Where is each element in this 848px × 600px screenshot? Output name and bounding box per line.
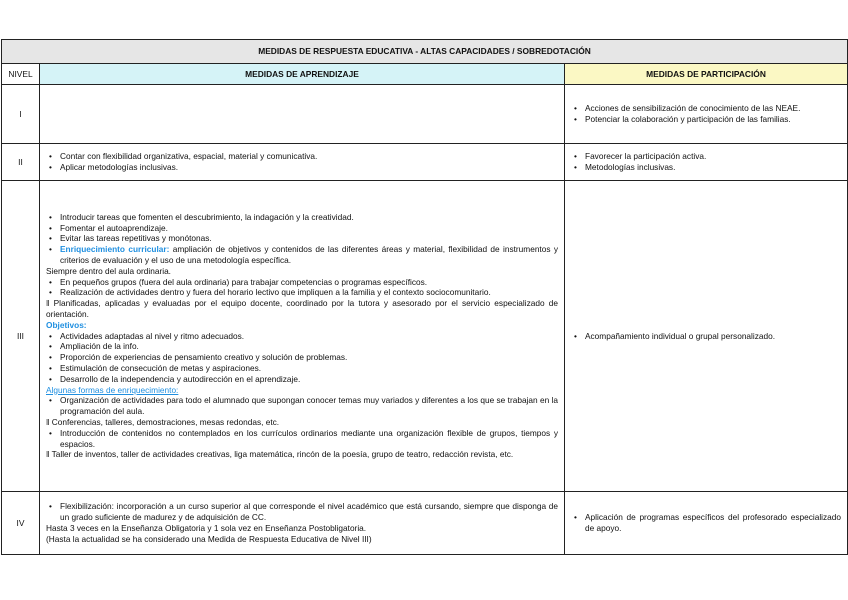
planificadas-text: ‖ Planificadas, aplicadas y evaluadas por el equipo docente, coordinado por la tutora y asesorado por el servicio especializado de orientación. — [46, 298, 558, 319]
list-item: • Actividades adaptadas al nivel y ritmo adecuados. — [46, 331, 558, 342]
table-title: MEDIDAS DE RESPUESTA EDUCATIVA - ALTAS CAPACIDADES / SOBREDOTACIÓN — [2, 40, 848, 64]
participacion-cell-iv — [565, 492, 848, 555]
list-item: • Acompañamiento individual o grupal personalizado. — [571, 331, 841, 342]
level-ii: II — [2, 144, 40, 181]
header-nivel: NIVEL — [2, 64, 40, 85]
enrichment-item — [46, 244, 558, 266]
actualidad-text: (Hasta la actualidad se ha considerado una Medida de Respuesta Educativa de Nivel III) — [46, 533, 372, 544]
formas-label: Algunas formas de enriquecimiento: — [46, 384, 179, 395]
level-iv: IV — [2, 492, 40, 555]
taller-text: ‖ Taller de inventos, taller de actividades creativas, liga matemática, rincón de la poesía, grupo de teatro, redacción revista, etc. — [46, 449, 514, 460]
enrichment-label: Enriquecimiento curricular: — [60, 244, 170, 255]
aprendizaje-cell-i — [40, 85, 565, 144]
list-item: • Acciones de sensibilización de conocimiento de las NEAE. — [571, 103, 841, 114]
measures-table — [1, 39, 848, 555]
list-item: • En pequeños grupos (fuera del aula ordinaria) para trabajar competencias o programas específicos. — [46, 277, 558, 288]
header-participacion: MEDIDAS DE PARTICIPACIÓN — [565, 64, 848, 85]
participacion-cell-ii — [565, 144, 848, 181]
table-row — [2, 181, 848, 492]
objetivos-label: Objetivos: — [46, 319, 87, 330]
list-item: • Desarrollo de la independencia y autodirección en el aprendizaje. — [46, 374, 558, 385]
participacion-cell-iii — [565, 181, 848, 492]
participacion-cell-i — [565, 85, 848, 144]
list-item: • Aplicar metodologías inclusivas. — [46, 162, 558, 173]
table-row — [2, 492, 848, 555]
list-item: • Realización de actividades dentro y fuera del horario lectivo que impliquen a la familia y el contexto sociocomunitario. — [46, 287, 558, 298]
level-iii: III — [2, 181, 40, 492]
list-item: • Favorecer la participación activa. — [571, 151, 841, 162]
list-item: • Evitar las tareas repetitivas y monótonas. — [46, 233, 558, 244]
list-item: • Introducción de contenidos no contemplados en los currículos ordinarios mediante una organización flexible de grupos, tiempos y espacios. — [46, 428, 558, 450]
aprendizaje-cell-iv — [40, 492, 565, 555]
list-item: • Organización de actividades para todo el alumnado que supongan conocer temas muy variados y diferentes a los que se trabajan en la programación del aula. — [46, 395, 558, 417]
list-item: • Estimulación de consecución de metas y aspiraciones. — [46, 363, 558, 374]
list-item: • Contar con flexibilidad organizativa, espacial, material y comunicativa. — [46, 151, 558, 162]
table-row — [2, 144, 848, 181]
aprendizaje-cell-iii — [40, 181, 565, 492]
list-item: • Ampliación de la info. — [46, 341, 558, 352]
list-item: • Metodologías inclusivas. — [571, 162, 841, 173]
veces-text: Hasta 3 veces en la Enseñanza Obligatoria y 1 sola vez en Enseñanza Postobligatoria. — [46, 523, 367, 533]
enrichment-text: ampliación de objetivos y contenidos de las diferentes áreas y material, flexibilidad de instrumentos y criterios de evaluación y el uso de una metodología específica. — [60, 244, 558, 266]
list-item: • Introducir tareas que fomenten el descubrimiento, la indagación y la creatividad. — [46, 212, 558, 223]
list-item: • Potenciar la colaboración y participación de las familias. — [571, 114, 841, 125]
aprendizaje-cell-ii — [40, 144, 565, 181]
level-i: I — [2, 85, 40, 144]
list-item: • Aplicación de programas específicos del profesorado especializado de apoyo. — [571, 512, 841, 534]
list-item: • Proporción de experiencias de pensamiento creativo y solución de problemas. — [46, 352, 558, 363]
conferencias-text: ‖ Conferencias, talleres, demostraciones, mesas redondas, etc. — [46, 416, 280, 427]
siempre-text: Siempre dentro del aula ordinaria. — [46, 265, 171, 276]
list-item: • Fomentar el autoaprendizaje. — [46, 223, 558, 234]
list-item: • Flexibilización: incorporación a un curso superior al que corresponde el nivel académico que está cursando, siempre que disponga de un grado suficiente de madurez y de adquisición de CC. — [46, 501, 558, 523]
header-aprendizaje: MEDIDAS DE APRENDIZAJE — [40, 64, 565, 85]
table-row — [2, 85, 848, 144]
